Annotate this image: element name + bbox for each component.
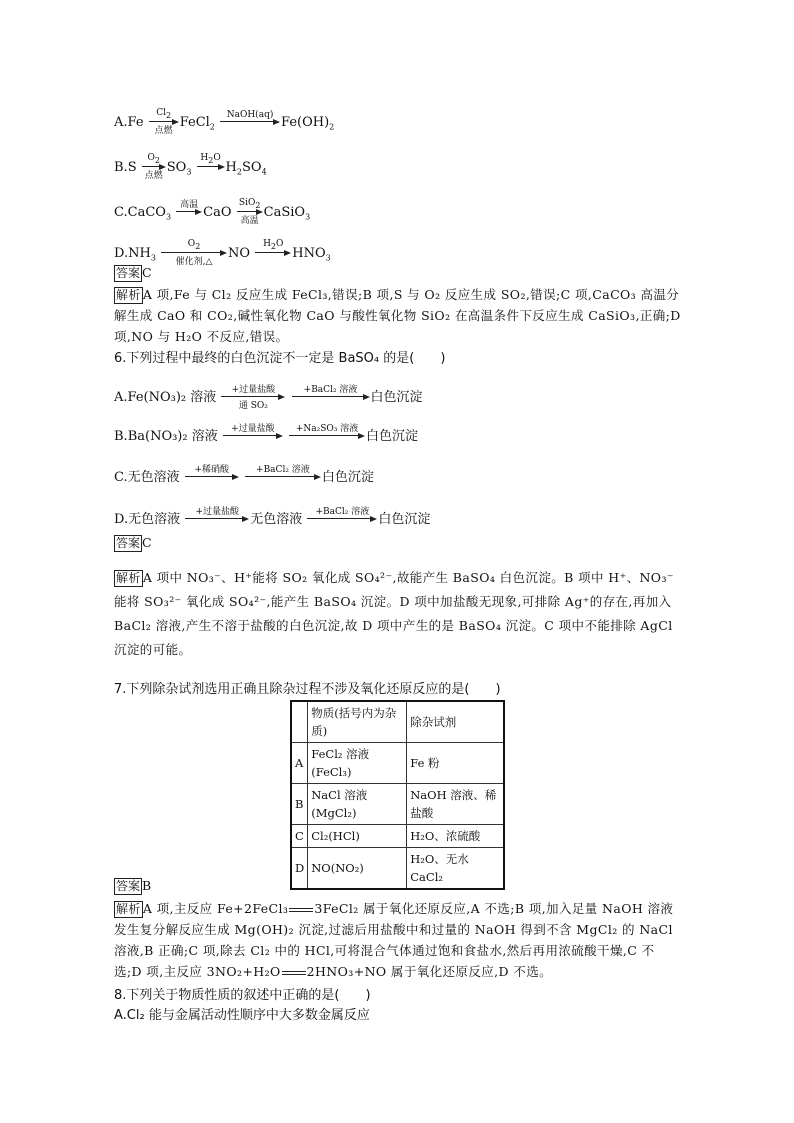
- answer-row: [114, 878, 151, 895]
- condition-bottom: 通 SO₂: [238, 401, 268, 411]
- reaction-arrow: [289, 426, 365, 440]
- table-cell: H₂O、浓硫酸: [407, 825, 505, 848]
- product: Fe(OH): [281, 115, 330, 130]
- answer-row: [114, 535, 152, 552]
- option-letter: B.: [114, 429, 128, 444]
- reaction-arrow: $O_2$ 点燃: [142, 157, 166, 171]
- answer-row: [114, 265, 152, 282]
- table-row: [291, 743, 504, 784]
- option-b: B.S $O_2$ 点燃 $SO_3$ $H_2O$ $H_2SO_4$: [114, 153, 267, 181]
- reactant: NH: [128, 246, 151, 261]
- condition-bottom: 催化剂,△: [175, 257, 213, 267]
- table-row: [291, 784, 504, 825]
- product: 白色沉淀: [370, 390, 423, 405]
- condition-top: SiO: [238, 198, 256, 209]
- explanation-text: 3FeCl₂ 属于氧化还原反应,A 不选;B 项,加入足量 NaOH 溶液发生复分解反应生成 Mg(OH)₂ 沉淀,过滤后用盐酸中和过量的 NaOH 得到不含 MgCl₂ 的 NaCl 溶液,B 正确;C 项,除去 Cl₂ 中的 HCl,可将混合气体通过饱和食盐水,然后再用浓硫酸干燥,C 不选;D 项,主反应 3NO₂+H₂O: [114, 901, 674, 979]
- answer-tag: 答案: [116, 266, 141, 280]
- explanation-tag: 解析: [116, 902, 141, 916]
- condition-top: +Na₂SO₃ 溶液: [295, 424, 359, 434]
- equals-sign: [282, 971, 306, 975]
- product: H: [225, 160, 237, 175]
- table-cell: NaOH 溶液、稀盐酸: [407, 784, 505, 825]
- answer-value: C: [142, 265, 152, 280]
- product-part: SO: [241, 160, 262, 175]
- reactant: S: [127, 160, 137, 175]
- table-header: 物质(括号内为杂质): [308, 701, 407, 743]
- table-cell: [291, 701, 308, 743]
- reaction-arrow: [221, 385, 285, 411]
- question-7: 7.下列除杂试剂选用正确且除杂过程不涉及氧化还原反应的是( ): [114, 682, 501, 697]
- condition-bottom: 高温: [240, 216, 259, 226]
- condition-top: +BaCl₂ 溶液: [315, 507, 370, 517]
- reactant: Fe(NO₃)₂ 溶液: [127, 390, 217, 405]
- condition-top: O: [187, 239, 196, 250]
- answer-tag: 答案: [116, 879, 141, 893]
- table-row: [291, 848, 504, 890]
- reaction-arrow: [245, 467, 321, 481]
- condition-top: +BaCl₂ 溶液: [303, 385, 358, 395]
- condition-top: +过量盐酸: [195, 507, 240, 517]
- option-letter: D.: [114, 246, 129, 261]
- answer-tag: 答案: [116, 536, 141, 550]
- condition-bottom: 点燃: [154, 126, 173, 136]
- product: 白色沉淀: [378, 512, 431, 527]
- q6-option-d: [114, 508, 430, 527]
- condition-top: +过量盐酸: [231, 385, 276, 395]
- reaction-arrow: [185, 509, 249, 523]
- condition-top: H: [200, 153, 209, 164]
- explanation-5: [114, 284, 681, 347]
- table-cell: B: [291, 784, 308, 825]
- condition-top: H: [263, 239, 271, 250]
- condition-bottom: 点燃: [144, 171, 163, 181]
- option-a: A.Fe $Cl_2$ 点燃 FeCl$_2$ NaOH(aq) $Fe(OH)_2$: [114, 108, 335, 136]
- reaction-arrow: [307, 509, 377, 523]
- intermediate: SO: [166, 160, 187, 175]
- table-cell: FeCl₂ 溶液(FeCl₃): [308, 743, 407, 784]
- condition-top: +BaCl₂ 溶液: [256, 465, 310, 475]
- reactant: CaCO: [127, 205, 166, 220]
- reaction-arrow: $O_2$ 催化剂,△: [161, 243, 227, 257]
- intermediate: FeCl: [179, 115, 210, 130]
- intermediate: 无色溶液: [250, 512, 303, 527]
- equals-sign: [289, 908, 313, 912]
- product: 白色沉淀: [321, 470, 374, 485]
- explanation-text: A 项,Fe 与 Cl₂ 反应生成 FeCl₃,错误;B 项,S 与 O₂ 反应生成 SO₂,错误;C 项,CaCO₃ 高温分解生成 CaO 和 CO₂,碱性氧化物 CaO 与酸性氧化物 SiO₂ 在高温条件下反应生成 CaSiO₃,正确;D 项,NO 与 H₂O 不反应,错误。: [114, 287, 681, 344]
- table-cell: C: [291, 825, 308, 848]
- intermediate: NO: [228, 246, 251, 261]
- product: HNO: [292, 246, 326, 261]
- q8-option-a: A.Cl₂ 能与金属活动性顺序中大多数金属反应: [114, 1008, 370, 1023]
- condition-top: O: [147, 153, 155, 164]
- table-row: [291, 825, 504, 848]
- explanation-tag: 解析: [116, 571, 141, 585]
- reactant: Fe: [127, 115, 144, 130]
- explanation-6: [114, 566, 681, 662]
- explanation-tag: 解析: [116, 288, 141, 302]
- impurity-table: [290, 700, 505, 890]
- explanation-7: [114, 898, 681, 982]
- condition-top: Cl: [156, 108, 167, 119]
- table-cell: Cl₂(HCl): [308, 825, 407, 848]
- q6-option-c: [114, 466, 374, 485]
- reaction-arrow: [292, 387, 370, 401]
- reaction-arrow: [176, 202, 202, 216]
- option-d: $D.NH_3$ $O_2$ 催化剂,△ NO $H_2O$ $HNO_3$: [114, 239, 331, 267]
- option-letter: C.: [114, 205, 128, 220]
- q6-option-a: [114, 385, 423, 411]
- option-letter: D.: [114, 512, 129, 527]
- table-header-row: [291, 701, 504, 743]
- question-8: 8.下列关于物质性质的叙述中正确的是( ): [114, 988, 371, 1003]
- reactant: 无色溶液: [127, 470, 180, 485]
- reaction-arrow: SiO$_2$ 高温: [237, 202, 263, 216]
- reactant: Ba(NO₃)₂ 溶液: [127, 429, 218, 444]
- q6-option-b: [114, 425, 418, 444]
- answer-value: B: [142, 878, 152, 893]
- table-cell: A: [291, 743, 308, 784]
- intermediate: CaO: [203, 205, 232, 220]
- explanation-text: A 项中 NO₃⁻、H⁺能将 SO₂ 氧化成 SO₄²⁻,故能产生 BaSO₄ 白色沉淀。B 项中 H⁺、NO₃⁻能将 SO₃²⁻ 氧化成 SO₄²⁻,能产生 BaSO₄ 沉淀。D 项中加盐酸无现象,可排除 Ag⁺的存在,再加入 BaCl₂ 溶液,产生不溶于盐酸的白色沉淀,故 D 项中产生的是 BaSO₄ 沉淀。C 项中不能排除 AgCl 沉淀的可能。: [114, 570, 674, 657]
- reaction-arrow: $H_2O$: [197, 157, 225, 171]
- explanation-text: 2HNO₃+NO 属于氧化还原反应,D 不选。: [306, 964, 552, 979]
- table-cell: NaCl 溶液(MgCl₂): [308, 784, 407, 825]
- reaction-arrow: [220, 112, 280, 126]
- option-letter: C.: [114, 470, 128, 485]
- explanation-text: A 项,主反应 Fe+2FeCl₃: [142, 901, 289, 916]
- condition-top: +稀硝酸: [194, 465, 230, 475]
- condition-top: +过量盐酸: [231, 424, 275, 434]
- product: 白色沉淀: [366, 429, 419, 444]
- answer-value: C: [142, 535, 152, 550]
- condition-top: 高温: [180, 200, 199, 210]
- option-letter: A.: [114, 390, 128, 405]
- reaction-arrow: $Cl_2$ 点燃: [149, 112, 179, 126]
- table-cell: H₂O、无水 CaCl₂: [407, 848, 505, 890]
- table-header: 除杂试剂: [407, 701, 505, 743]
- option-letter: A.: [114, 115, 128, 130]
- table-cell: Fe 粉: [407, 743, 505, 784]
- table-cell: NO(NO₂): [308, 848, 407, 890]
- question-6: 6.下列过程中最终的白色沉淀不一定是 BaSO₄ 的是( ): [114, 351, 446, 366]
- reaction-arrow: [223, 426, 283, 440]
- product: CaSiO: [263, 205, 306, 220]
- option-letter: B.: [114, 160, 128, 175]
- reaction-arrow: $H_2O$: [255, 243, 291, 257]
- reactant: 无色溶液: [128, 512, 181, 527]
- option-c: C.CaCO$_3$ 高温 CaO SiO$_2$ 高温 CaSiO$_3$: [114, 198, 311, 226]
- condition-top: NaOH(aq): [226, 110, 274, 120]
- table-cell: D: [291, 848, 308, 890]
- reaction-arrow: [185, 467, 239, 481]
